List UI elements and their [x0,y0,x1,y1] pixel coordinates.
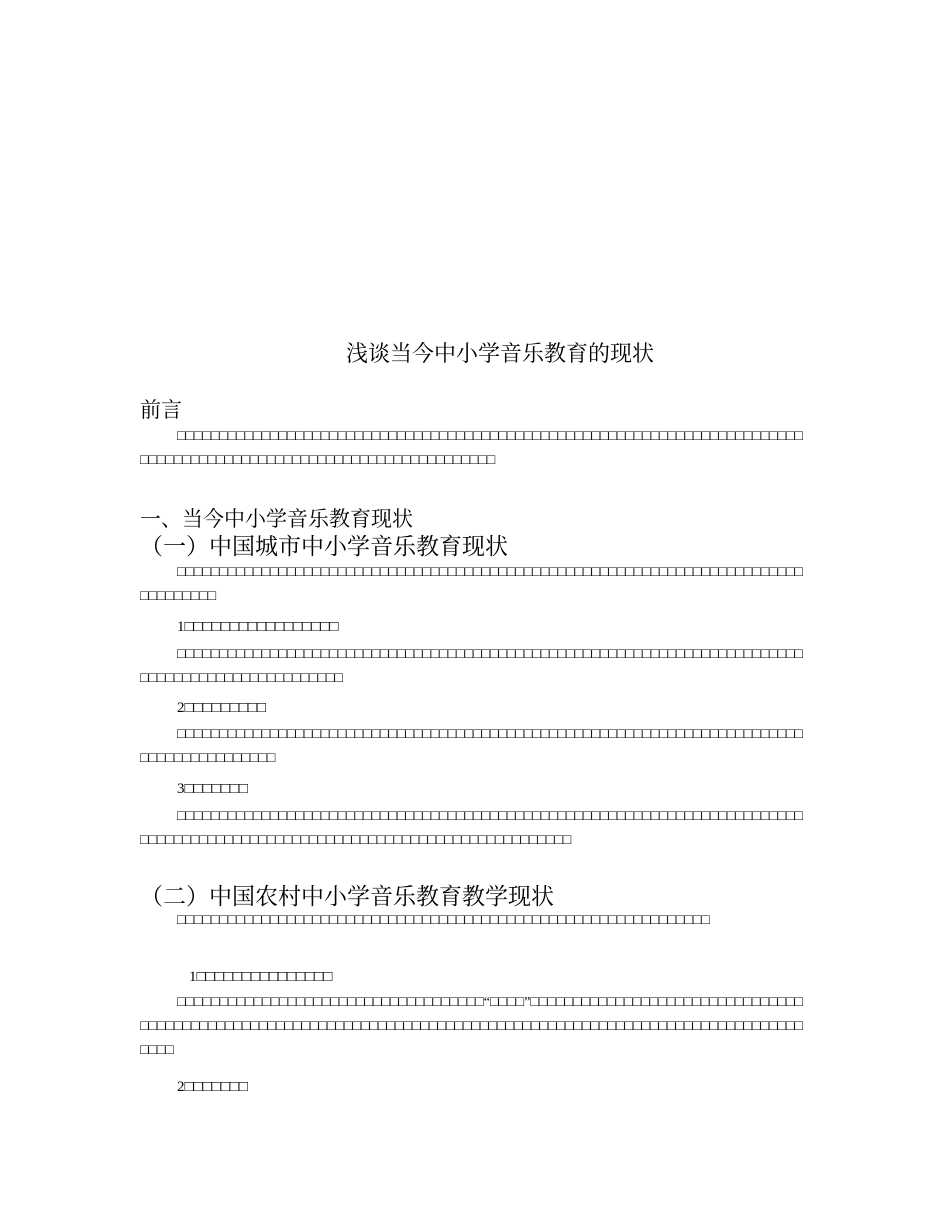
section1-heading: 一、当今中小学音乐教育现状 [140,507,413,531]
item2-1-paragraph: □□□□□□□□□□□□□□□□□□□□□□□□□□□□□□□□□□□□“□□□□”□□□□□□□□□□□□□□□□□□□□□□□□□□□□□□□□□□□□□□□□□□□□□□□□□□□□□□□□□□□□□□□□□□□□□□□□□□□□□□□□□□□□□□□□□□□□□□□□□□□□□□□□□□□□□□□□□□ [140,995,803,1058]
item1-1-heading: 1□□□□□□□□□□□□□□□□□ [177,619,339,635]
subsection2-heading: （二）中国农村中小学音乐教育教学现状 [140,884,554,909]
subsection2-paragraph: □□□□□□□□□□□□□□□□□□□□□□□□□□□□□□□□□□□□□□□□□□□□□□□□□□□□□□□□□□□□□□□ [177,913,710,928]
item2-2-heading: 2□□□□□□□ [177,1079,248,1095]
preface-heading: 前言 [140,398,182,422]
item1-2-paragraph: □□□□□□□□□□□□□□□□□□□□□□□□□□□□□□□□□□□□□□□□□□□□□□□□□□□□□□□□□□□□□□□□□□□□□□□□□□□□□□□□□□□□□□□□□□ [140,727,803,766]
subsection1-heading: （一）中国城市中小学音乐教育现状 [140,534,508,559]
item1-1-paragraph: □□□□□□□□□□□□□□□□□□□□□□□□□□□□□□□□□□□□□□□□□□□□□□□□□□□□□□□□□□□□□□□□□□□□□□□□□□□□□□□□□□□□□□□□□□□□□□□□□□ [140,647,803,686]
item2-1-heading: 1□□□□□□□□□□□□□□□ [189,969,333,985]
item1-2-heading: 2□□□□□□□□□ [177,700,267,716]
item1-3-paragraph: □□□□□□□□□□□□□□□□□□□□□□□□□□□□□□□□□□□□□□□□□□□□□□□□□□□□□□□□□□□□□□□□□□□□□□□□□□□□□□□□□□□□□□□□□□□□□□□□□□□□□□□□□□□□□□□□□□□□□□□□□□□□□ [140,809,803,848]
preface-paragraph: □□□□□□□□□□□□□□□□□□□□□□□□□□□□□□□□□□□□□□□□□□□□□□□□□□□□□□□□□□□□□□□□□□□□□□□□□□□□□□□□□□□□□□□□□□□□□□□□□□□□□□□□□□□□□□□□□□□□ [140,429,803,468]
document-title: 浅谈当今中小学音乐教育的现状 [345,342,654,367]
item1-3-heading: 3□□□□□□□ [177,781,248,797]
subsection1-paragraph: □□□□□□□□□□□□□□□□□□□□□□□□□□□□□□□□□□□□□□□□□□□□□□□□□□□□□□□□□□□□□□□□□□□□□□□□□□□□□□□□□□□ [140,565,803,604]
